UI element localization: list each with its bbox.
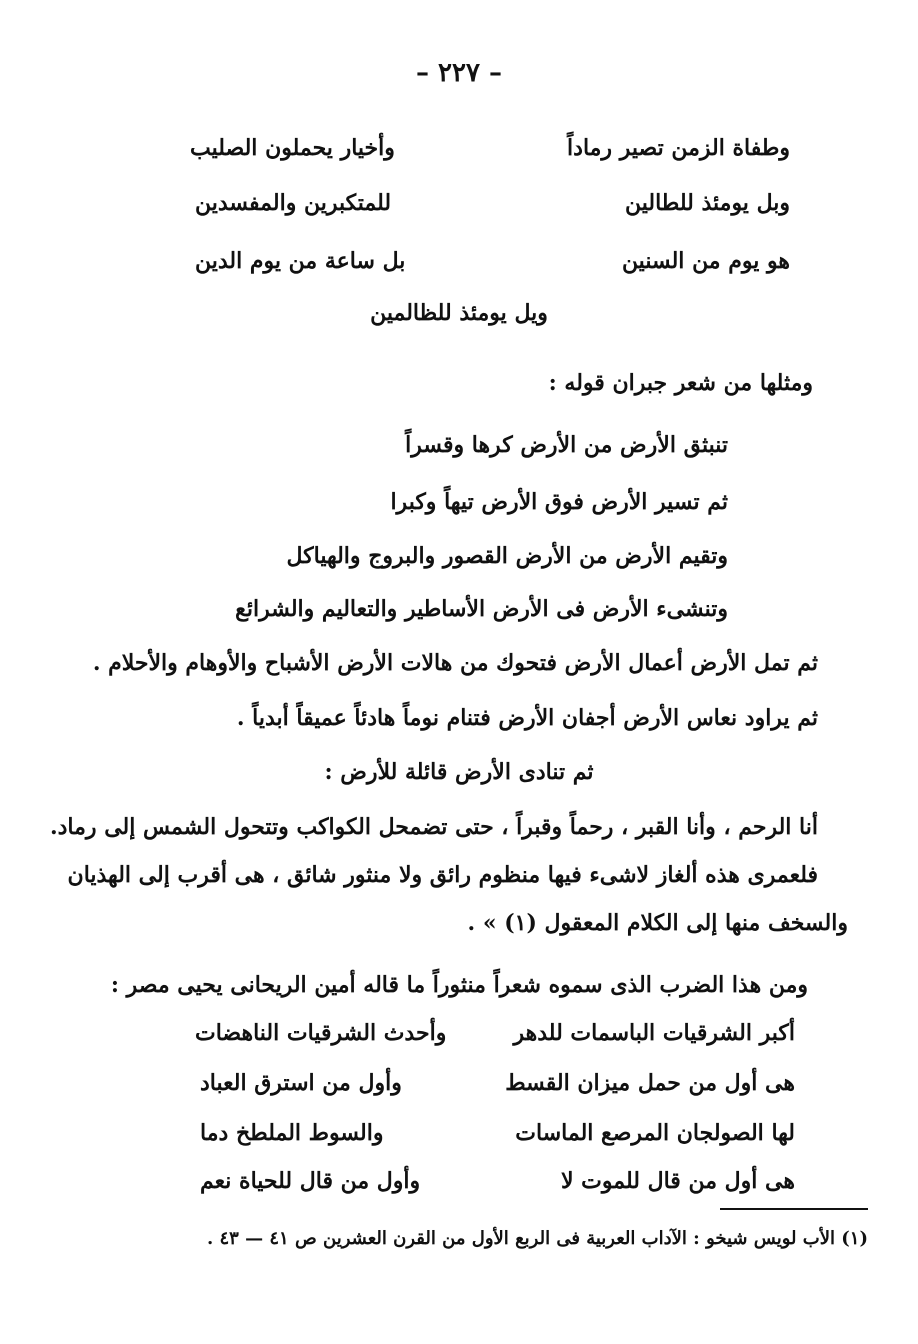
verse-hemistich-left: وأخيار يحملون الصليب	[190, 135, 395, 161]
verse-hemistich-right: لها الصولجان المرصع الماسات	[515, 1120, 795, 1146]
verse-line-centered: ويل يومئذ للظالمين	[370, 300, 548, 326]
paragraph-line: فلعمرى هذه ألغاز لاشىء فيها منظوم رائق ولا منثور شائق ، هى أقرب إلى الهذيان	[67, 862, 818, 888]
verse-hemistich-left: وأول من قال للحياة نعم	[200, 1168, 421, 1194]
verse-hemistich-left: وأحدث الشرقيات الناهضات	[195, 1020, 447, 1046]
verse-line	[200, 1166, 795, 1196]
verse-line	[190, 133, 790, 163]
verse-hemistich-right: وبل يومئذ للطالين	[624, 190, 790, 216]
verse-hemistich-right: وطفاة الزمن تصير رماداً	[567, 135, 790, 161]
verse-line	[200, 1118, 795, 1148]
paragraph-line: والسخف منها إلى الكلام المعقول (١) » .	[467, 910, 848, 936]
verse-hemistich-right: هى أول من قال للموت لا	[560, 1168, 795, 1194]
paragraph-line: أنا الرحم ، وأنا القبر ، رحماً وقبراً ، حتى تضمحل الكواكب وتتحول الشمس إلى رماد.	[49, 814, 818, 840]
verse-line	[195, 188, 790, 218]
prose-line: ثم يراود نعاس الأرض أجفان الأرض فتنام نوماً هادئاً عميقاً أبدياً .	[236, 705, 818, 731]
verse-line: ثم تسير الأرض فوق الأرض تيهاً وكبرا	[390, 489, 728, 515]
verse-line: تنبثق الأرض من الأرض كرها وقسراً	[405, 432, 728, 458]
verse-hemistich-left: وأول من استرق العباد	[200, 1070, 402, 1096]
intro-line: ومثلها من شعر جبران قوله :	[548, 370, 813, 396]
intro-line: ومن هذا الضرب الذى سموه شعراً منثوراً ما قاله أمين الريحانى يحيى مصر :	[110, 972, 808, 998]
verse-line: وتقيم الأرض من الأرض القصور والبروج والهياكل	[286, 543, 728, 569]
verse-hemistich-left: والسوط الملطخ دما	[200, 1120, 384, 1146]
verse-hemistich-right: هو يوم من السنين	[621, 248, 790, 274]
verse-hemistich-left: بل ساعة من يوم الدين	[195, 248, 406, 274]
verse-line	[195, 1018, 795, 1048]
verse-hemistich-left: للمتكبرين والمفسدين	[195, 190, 392, 216]
prose-line: ثم تمل الأرض أعمال الأرض فتحوك من هالات الأرض الأشباح والأوهام والأحلام .	[92, 650, 818, 676]
footnote: (١) الأب لويس شيخو : الآداب العربية فى الربع الأول من القرن العشرين ص ٤١ — ٤٣ .	[206, 1228, 868, 1249]
verse-line	[200, 1068, 795, 1098]
verse-line: وتنشىء الأرض فى الأرض الأساطير والتعاليم والشرائع	[235, 596, 728, 622]
verse-hemistich-right: هى أول من حمل ميزان القسط	[505, 1070, 795, 1096]
prose-line-centered: ثم تنادى الأرض قائلة للأرض :	[324, 759, 594, 785]
page-number: – ٢٢٧ –	[415, 58, 503, 88]
verse-line	[195, 246, 790, 276]
footnote-rule	[720, 1208, 868, 1210]
verse-hemistich-right: أكبر الشرقيات الباسمات للدهر	[513, 1020, 795, 1046]
